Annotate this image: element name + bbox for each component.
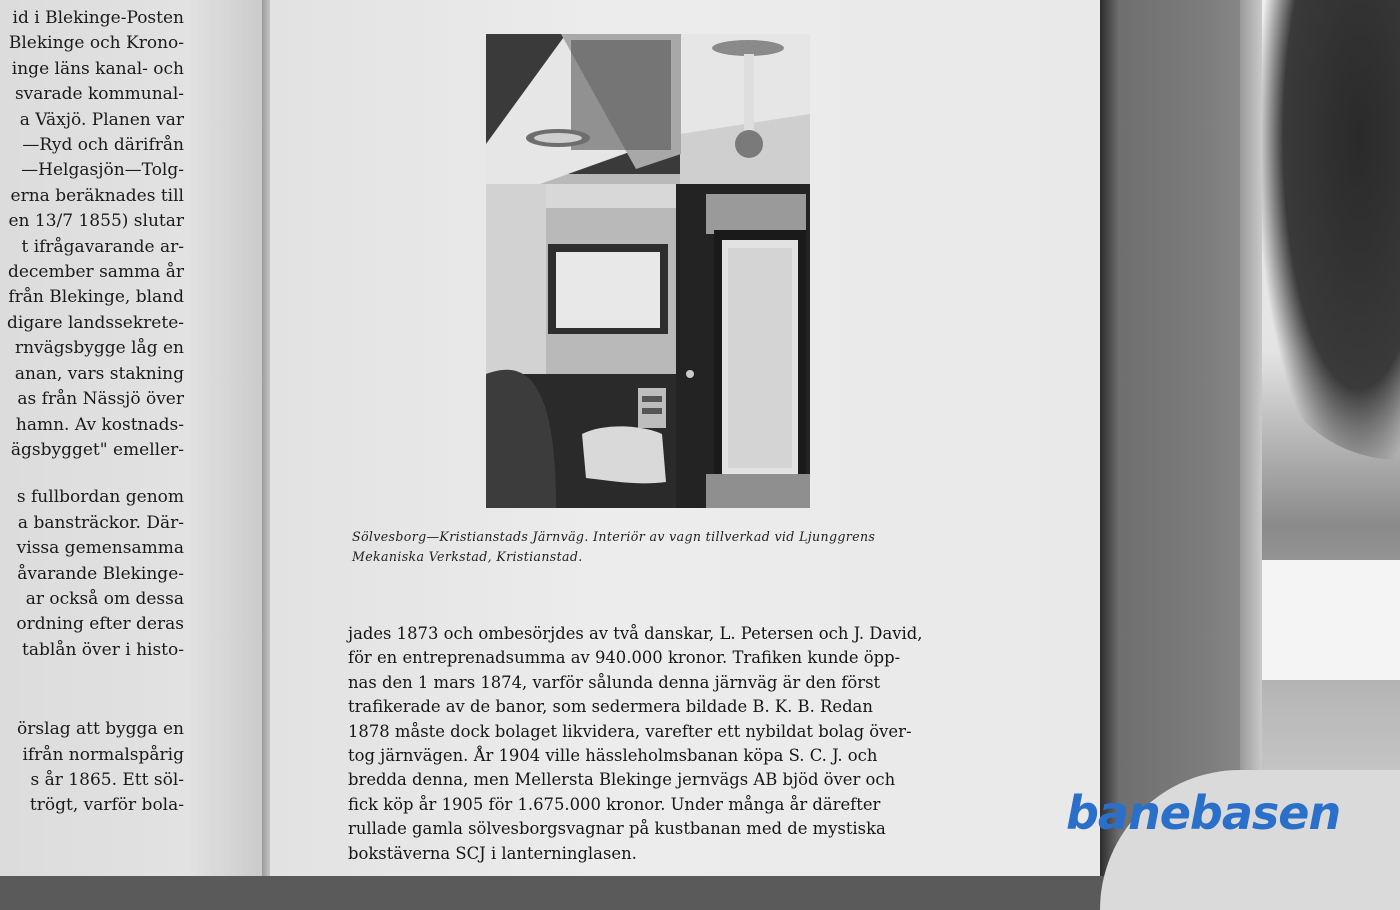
left-line: ifrån normalspårig: [22, 744, 184, 765]
caption-line: Mekaniska Verkstad, Kristianstad.: [352, 549, 583, 564]
left-line: —Helgasjön—Tolg-: [21, 160, 184, 181]
body-line: bredda denna, men Mellersta Blekinge jernvägs AB bjöd över och: [348, 770, 896, 790]
left-line: hamn. Av kostnads-: [15, 414, 184, 435]
left-line: Blekinge och Krono-: [8, 33, 184, 54]
left-line: inge läns kanal- och: [11, 58, 184, 79]
left-line: t ifrågavarande ar-: [21, 236, 184, 257]
body-line: trafikerade av de banor, som sedermera bildade B. K. B. Redan: [348, 697, 873, 717]
body-line: bokstäverna SCJ i lanterninglasen.: [348, 843, 637, 863]
left-page: [0, 0, 268, 876]
left-line: december samma år: [7, 262, 184, 283]
left-line: s fullbordan genom: [16, 487, 184, 508]
left-line: ägsbygget" emeller-: [10, 439, 184, 460]
left-line: as från Nässjö över: [17, 389, 184, 410]
left-line: tablån över i histo-: [22, 639, 184, 660]
body-line: fick köp år 1905 för 1.675.000 kronor. Under många år därefter: [348, 794, 881, 814]
left-line: vissa gemensamma: [16, 538, 184, 559]
left-line: digare landssekrete-: [7, 312, 184, 333]
body-line: tog järnvägen. År 1904 ville hässleholmsbanan köpa S. C. J. och: [348, 746, 878, 766]
carriage-interior-image: [486, 34, 810, 508]
left-line: ordning efter deras: [16, 614, 184, 635]
left-line: a Växjö. Planen var: [19, 109, 184, 130]
board-edge: [1240, 0, 1262, 876]
body-line: nas den 1 mars 1874, varför sålunda denna järnväg är den först: [348, 672, 881, 692]
left-line: ar också om dessa: [25, 588, 184, 609]
left-line: anan, vars stakning: [14, 363, 184, 384]
left-line: s år 1865. Ett söl-: [30, 769, 184, 790]
left-line: en 13/7 1855) slutar: [8, 211, 184, 232]
left-line: rnvägsbygge låg en: [14, 338, 184, 359]
caption-line: Sölvesborg—Kristianstads Järnväg. Interiör av vagn tillverkad vid Ljunggrens: [352, 529, 876, 544]
body-line: jades 1873 och ombesörjdes av två danskar, L. Petersen och J. David,: [348, 624, 923, 643]
banebasen-watermark: banebasen: [1066, 786, 1341, 840]
left-line: erna beräknades till: [10, 185, 184, 206]
left-line: svarade kommunal-: [14, 84, 184, 105]
left-line: örslag att bygga en: [17, 719, 184, 740]
background-window: [1262, 560, 1400, 680]
body-line: rullade gamla sölvesborgsvagnar på kustbanan med de mystiska: [348, 819, 886, 839]
photo-caption: [352, 527, 942, 567]
left-line: id i Blekinge-Posten: [12, 8, 184, 28]
body-paragraph: [348, 622, 948, 866]
left-line: trögt, varför bola-: [29, 795, 184, 816]
carriage-interior-photo: [486, 34, 810, 508]
left-line: a bansträckor. Där-: [17, 512, 184, 533]
left-line: från Blekinge, bland: [8, 287, 184, 308]
left-line: —Ryd och därifrån: [22, 135, 184, 156]
body-line: för en entreprenadsumma av 940.000 kronor. Trafiken kunde öpp-: [348, 648, 901, 668]
backing-board: [1100, 0, 1260, 876]
body-line: 1878 måste dock bolaget likvidera, varefter ett nybildat bolag över-: [348, 721, 912, 741]
left-page-text: [0, 6, 184, 819]
left-line: åvarande Blekinge-: [17, 563, 184, 584]
background-arm: [1262, 0, 1400, 460]
